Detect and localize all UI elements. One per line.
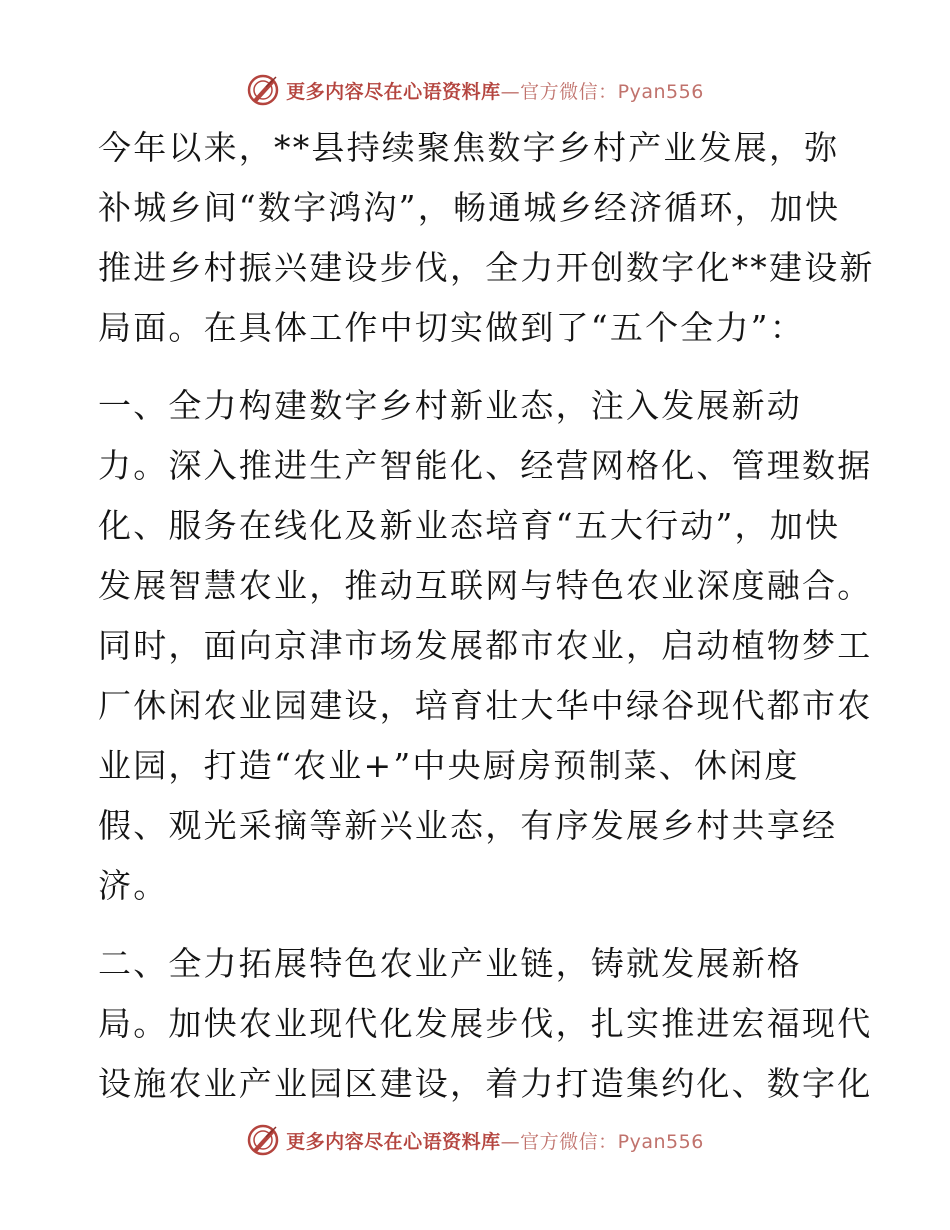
document-body [98, 118, 875, 1132]
text-line: 力。深入推进生产智能化、经营网格化、管理数据 [98, 446, 873, 485]
text-line: 同时，面向京津市场发展都市农业，启动植物梦工 [98, 626, 873, 665]
text-line: 济。 [98, 866, 169, 905]
watermark-primary-text: 更多内容尽在心语资料库 [286, 80, 501, 103]
text-line: 业园，打造“农业+”中央厨房预制菜、休闲度 [98, 746, 800, 785]
text-line: 推进乡村振兴建设步伐，全力开创数字化**建设新 [98, 248, 875, 287]
header-watermark-banner [0, 70, 950, 110]
watermark-primary-text: 更多内容尽在心语资料库 [286, 1130, 501, 1153]
paragraph-section-two [98, 934, 873, 1114]
text-line: 设施农业产业园区建设，着力打造集约化、数字化 [98, 1064, 873, 1103]
watermark-contact-text: —官方微信：Pyan556 [500, 1130, 704, 1153]
watermark-contact-text: —官方微信：Pyan556 [500, 80, 704, 103]
text-line: 补城乡间“数字鸿沟”，畅通城乡经济循环，加快 [98, 188, 841, 227]
paragraph-section-one [98, 376, 873, 916]
text-line: 局面。在具体工作中切实做到了“五个全力”： [98, 308, 805, 347]
watermark-text [286, 1127, 704, 1154]
section-heading-line: 二、全力拓展特色农业产业链，铸就发展新格 [98, 944, 802, 983]
text-line: 化、服务在线化及新业态培育“五大行动”，加快 [98, 506, 841, 545]
footer-watermark-banner [0, 1120, 950, 1160]
text-line: 厂休闲农业园建设，培育壮大华中绿谷现代都市农 [98, 686, 873, 725]
text-line: 发展智慧农业，推动互联网与特色农业深度融合。 [98, 566, 873, 605]
quill-logo-icon [246, 1123, 280, 1157]
watermark-text [286, 77, 704, 104]
text-line: 假、观光采摘等新兴业态，有序发展乡村共享经 [98, 806, 838, 845]
paragraph-intro [98, 118, 875, 358]
quill-logo-icon [246, 73, 280, 107]
text-line: 局。加快农业现代化发展步伐，扎实推进宏福现代 [98, 1004, 873, 1043]
section-heading-line: 一、全力构建数字乡村新业态，注入发展新动 [98, 386, 802, 425]
text-line: 今年以来，**县持续聚焦数字乡村产业发展，弥 [98, 128, 840, 167]
